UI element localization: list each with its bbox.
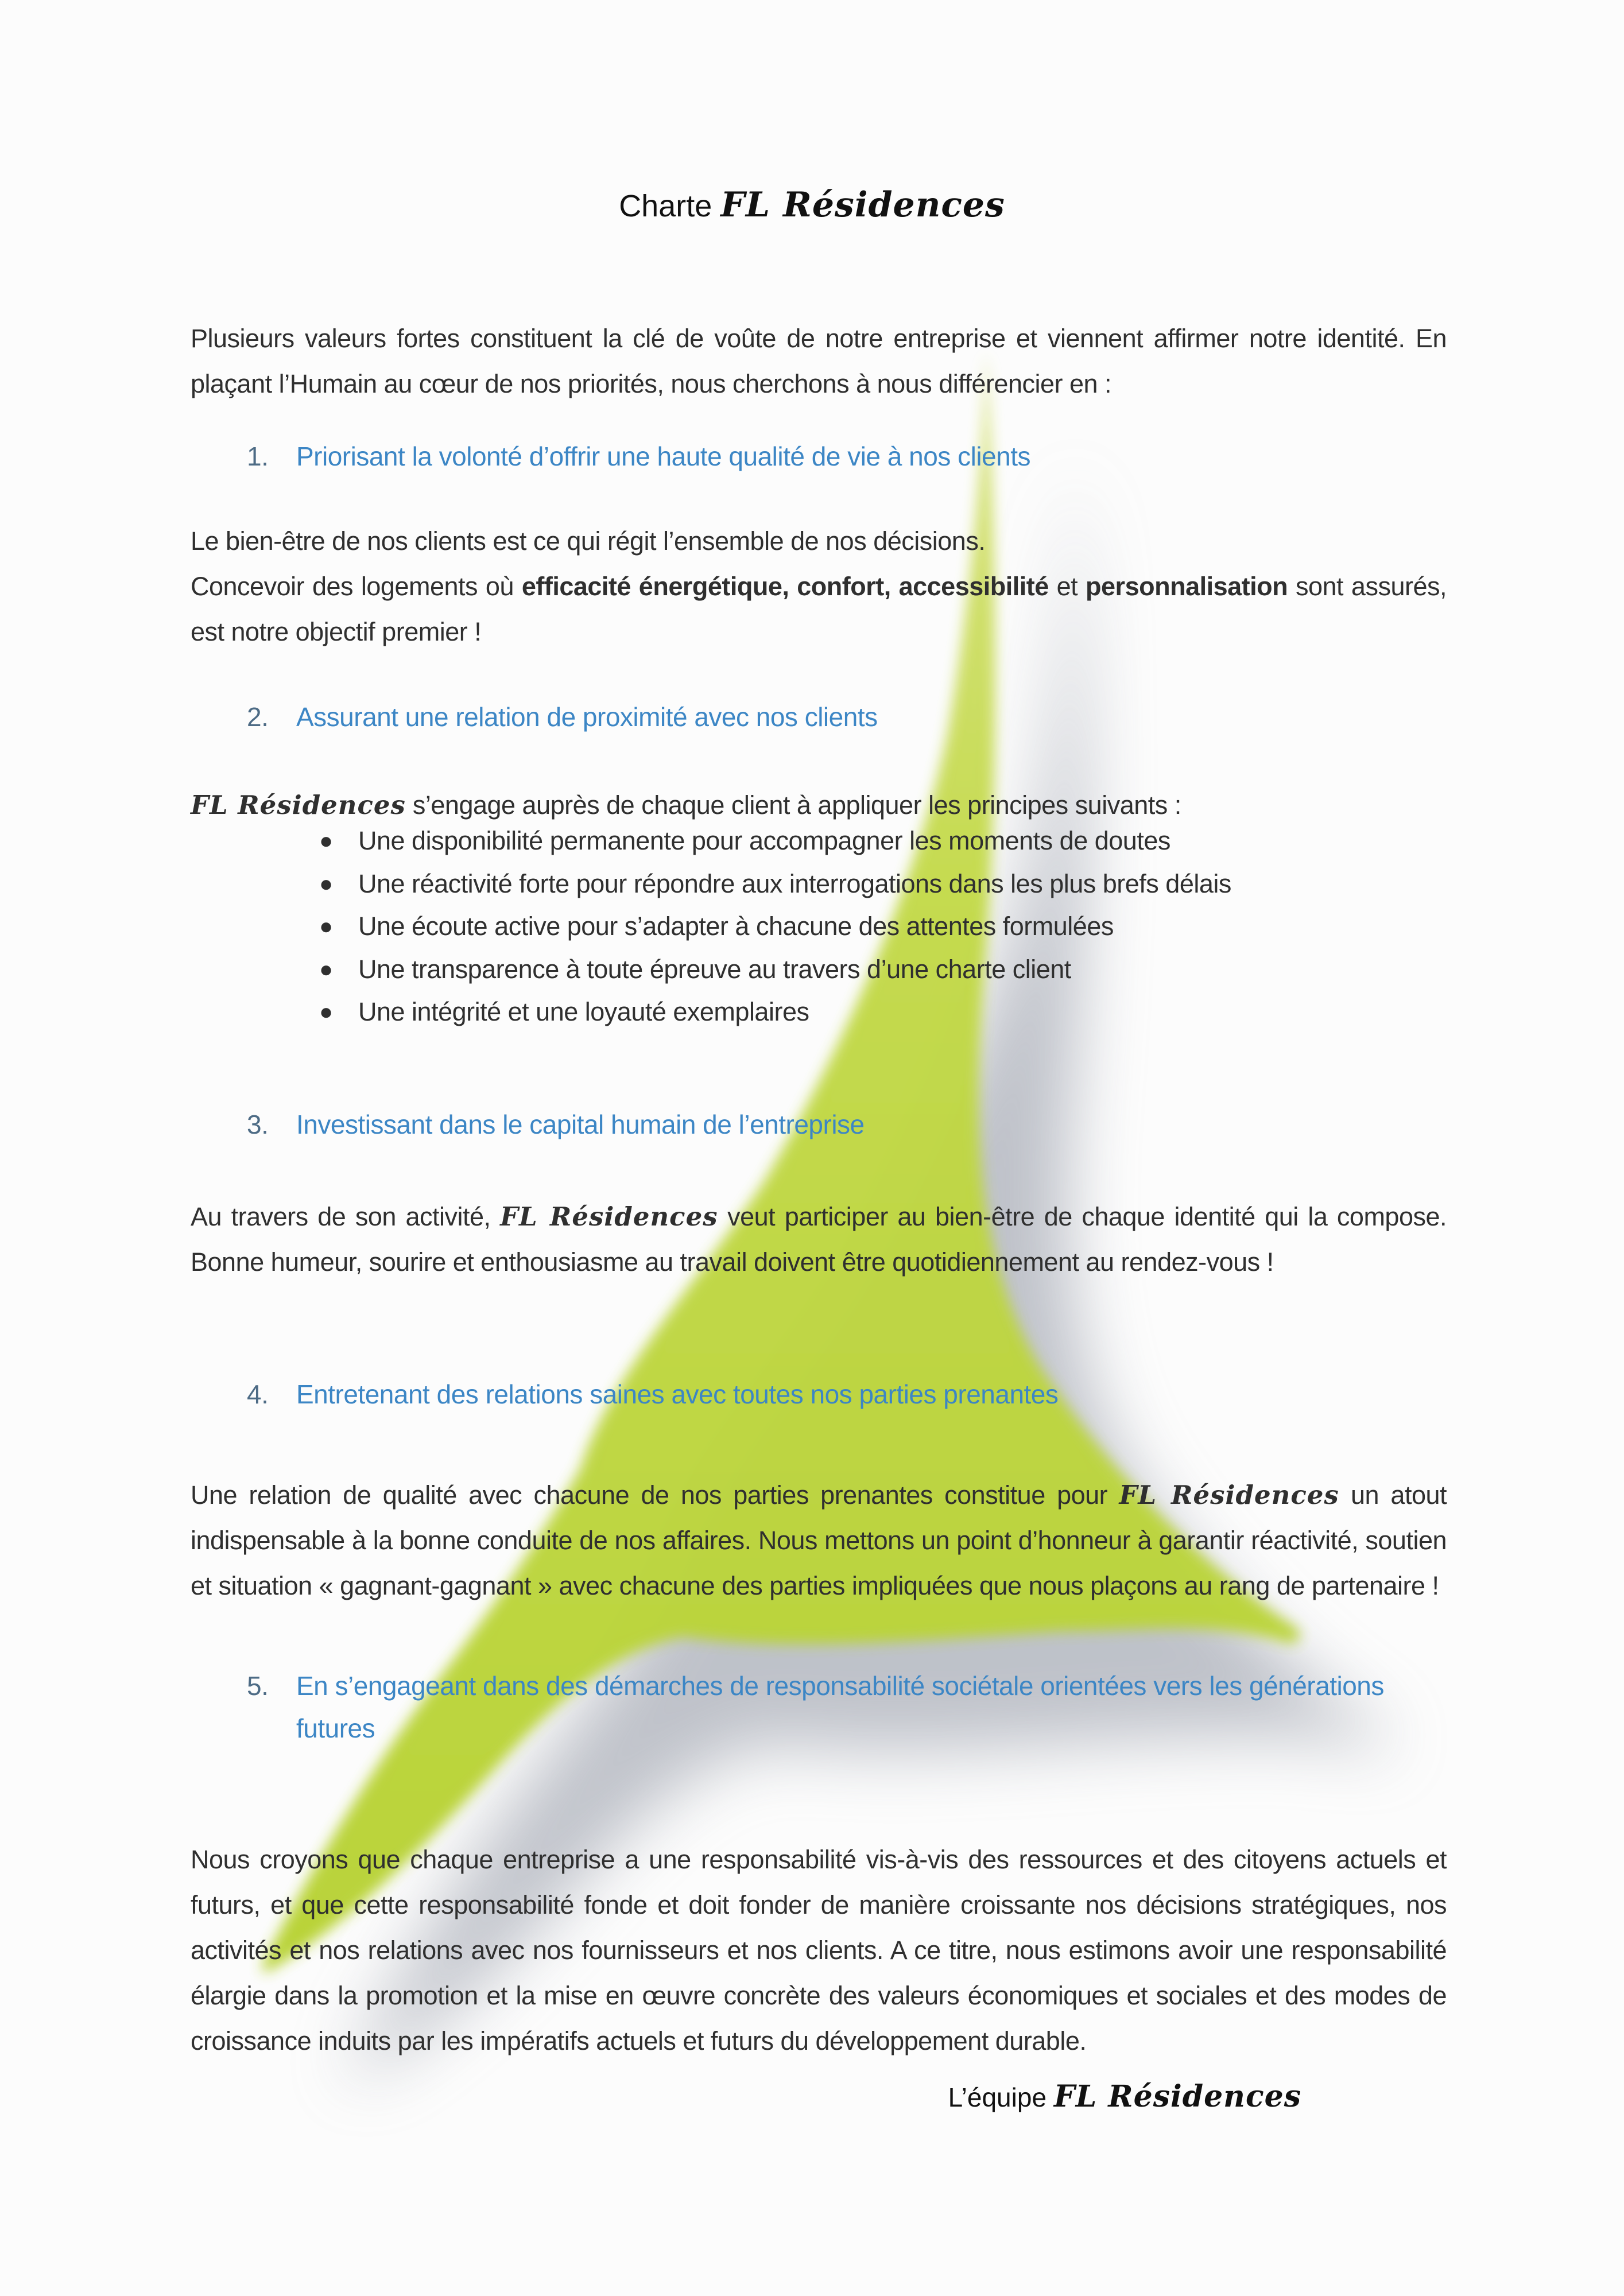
signature-prefix: L’équipe — [948, 2082, 1054, 2112]
section-heading-1 — [247, 435, 1447, 478]
section-heading-4 — [247, 1373, 1447, 1415]
brand-name: FL Résidences — [720, 185, 1005, 225]
brand-name: FL Résidences — [500, 1201, 718, 1232]
section-heading-text: Entretenant des relations saines avec toutes nos parties prenantes — [296, 1379, 1059, 1409]
section-1-body — [191, 518, 1447, 654]
section-5-body: Nous croyons que chaque entreprise a une responsabilité vis-à-vis des ressources et des citoyens actuels et futurs, et que cette responsabilité fonde et doit fonder de manière croissante nos décisions stratégiques, nos activités et nos relations avec nos fournisseurs et nos clients. A ce titre, nous estimons avoir une responsabilité élargie dans la promotion et la mise en œuvre concrète des valeurs économiques et sociales et des modes de croissance induits par les impératifs actuels et futurs du développement durable. — [191, 1845, 1447, 2055]
list-item — [191, 863, 1447, 906]
section-4-body — [191, 1472, 1447, 1608]
section-heading-text: Assurant une relation de proximité avec nos clients — [296, 702, 878, 732]
text-run: veut participer au bien-être de chaque identité qui la compose. Bonne humeur, sourire et enthousiasme au travail doivent être quotidiennement au rendez-vous ! — [191, 1202, 1447, 1277]
section-heading-2 — [247, 696, 1447, 738]
text-run: un atout indispensable à la bonne conduite de nos affaires. Nous mettons un point d’honneur à garantir réactivité, soutien et situation « gagnant-gagnant » avec chacune des parties impliquées que nous plaçons au rang de partenaire ! — [191, 1480, 1447, 1600]
brand-name: FL Résidences — [1119, 1480, 1339, 1510]
section-number: 3. — [247, 1110, 269, 1139]
text-run: Concevoir des logements où — [191, 572, 522, 601]
list-item — [191, 905, 1447, 948]
bullet-icon: ● — [319, 914, 333, 939]
signature — [191, 2079, 1301, 2114]
list-item — [191, 948, 1447, 991]
list-item-text: Une transparence à toute épreuve au travers d’une charte client — [358, 954, 1071, 984]
section-number: 4. — [247, 1379, 269, 1409]
title-prefix: Charte — [619, 189, 721, 223]
list-item — [191, 820, 1447, 863]
text-run: Le bien-être de nos clients est ce qui régit l’ensemble de nos décisions. — [191, 526, 986, 556]
text-run: Au travers de son activité, — [191, 1202, 501, 1231]
intro-paragraph: Plusieurs valeurs fortes constituent la clé de voûte de notre entreprise et viennent affirmer notre identité. En plaçant l’Humain au cœur de nos priorités, nous cherchons à nous différencier en : — [191, 324, 1447, 398]
list-item — [191, 991, 1447, 1034]
section-heading-text: Investissant dans le capital humain de l’entreprise — [296, 1110, 865, 1139]
section-number: 5. — [247, 1671, 269, 1701]
section-number: 1. — [247, 441, 269, 471]
bullet-icon: ● — [319, 956, 333, 982]
list-item-text: Une écoute active pour s’adapter à chacune des attentes formulées — [358, 912, 1114, 941]
brand-name: FL Résidences — [1053, 2079, 1301, 2114]
text-run: et — [1048, 572, 1086, 601]
text-run: sont assurés, est notre objectif premier ! — [191, 572, 1447, 646]
section-number: 2. — [247, 702, 269, 732]
section-heading-text: En s’engageant dans des démarches de responsabilité sociétale orientées vers les générations futures — [296, 1671, 1384, 1743]
list-item-text: Une réactivité forte pour répondre aux interrogations dans les plus brefs délais — [358, 868, 1231, 898]
page-title — [0, 185, 1624, 225]
list-item-text: Une disponibilité permanente pour accompagner les moments de doutes — [358, 826, 1170, 855]
section-heading-text: Priorisant la volonté d’offrir une haute qualité de vie à nos clients — [296, 441, 1030, 471]
text-run: Une relation de qualité avec chacune de nos parties prenantes constitue pour — [191, 1480, 1119, 1510]
section-heading-5 — [247, 1665, 1398, 1750]
text-run: s’engage auprès de chaque client à appliquer les principes suivants : — [405, 790, 1181, 820]
bullet-icon: ● — [319, 871, 333, 897]
bullet-icon: ● — [319, 828, 333, 854]
brand-name: FL Résidences — [191, 790, 406, 820]
list-item-text: Une intégrité et une loyauté exemplaires — [358, 997, 809, 1026]
section-3-body — [191, 1194, 1447, 1285]
bold-run: efficacité énergétique, confort, accessibilité — [521, 572, 1049, 601]
bold-run: personnalisation — [1086, 572, 1288, 601]
principles-list — [191, 820, 1447, 1034]
section-heading-3 — [247, 1103, 1447, 1146]
bullet-icon: ● — [319, 999, 333, 1025]
